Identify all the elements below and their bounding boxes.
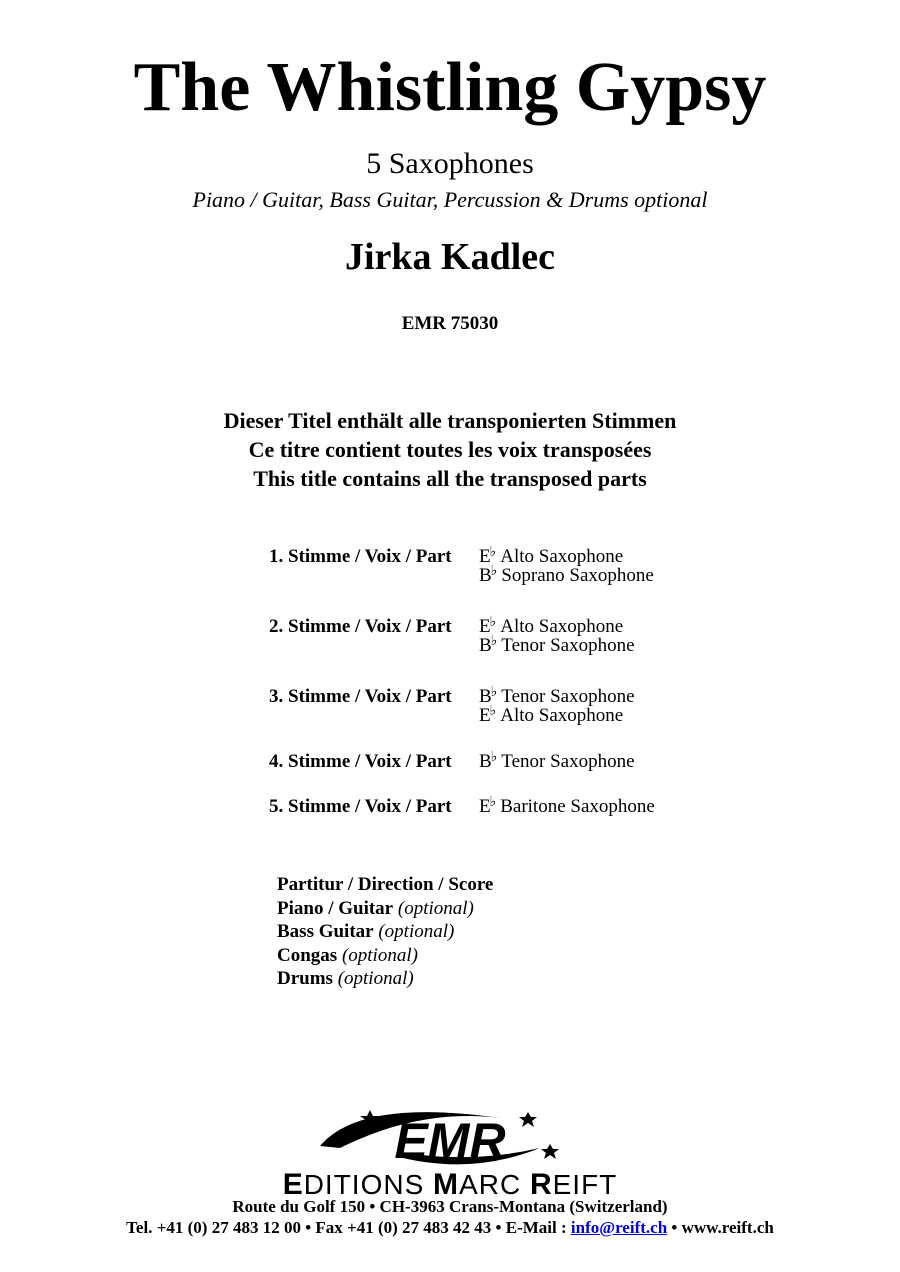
emr-logo [300,1106,600,1172]
instrumentation: 5 Saxophones [366,147,534,180]
piece-title: The Whistling Gypsy [133,49,767,126]
instrument-name: Tenor Saxophone [501,751,635,772]
instrument-name: Alto Saxophone [500,616,624,637]
instrument-key: B [479,751,492,772]
extra-part-item [277,920,493,944]
instrument-name: Tenor Saxophone [501,686,635,707]
instrument-name: Tenor Saxophone [501,635,635,656]
composer-name: Jirka Kadlec [344,236,556,278]
publisher-address: Route du Golf 150 • CH-3963 Crans-Montana (Switzerland) [232,1197,668,1216]
extra-part-label: Partitur / Direction / Score [277,874,494,895]
instrument-key: E [479,546,491,567]
extra-part-note: (optional) [397,897,474,919]
flat-sign-icon: ♭ [489,704,497,719]
extra-part-label: Congas [277,944,338,966]
star-icon [541,1144,559,1159]
part-instruments [479,547,654,585]
extra-part-note: (optional) [378,921,455,942]
flat-sign-icon: ♭ [489,615,497,630]
part-label: 1. Stimme / Voix / Part [269,546,452,567]
contact-website: • www.reift.ch [667,1218,774,1237]
instrument-line [479,797,655,816]
instrument-line [479,566,654,585]
notice-french: Ce titre contient toutes les voix transposées [248,437,652,462]
part-label: 4. Stimme / Voix / Part [269,751,452,772]
instrument-name: Alto Saxophone [500,705,624,726]
publisher-contact [0,1217,900,1239]
instrument-name: Baritone Saxophone [500,796,655,817]
instrument-key: B [479,635,492,656]
part-label: 2. Stimme / Voix / Part [269,616,452,637]
publisher-name-rest: EIFT [552,1169,618,1200]
extra-part-item [277,944,493,968]
instrument-key: B [479,565,492,586]
instrument-line [479,687,635,706]
extra-part-item [277,967,493,991]
flat-sign-icon: ♭ [490,750,498,765]
publisher-name-initial: E [282,1168,304,1201]
instrument-line [479,547,654,566]
instrument-key: E [479,616,491,637]
part-label: 5. Stimme / Voix / Part [269,796,452,817]
extra-part-label: Piano / Guitar [277,897,394,919]
flat-sign-icon: ♭ [490,564,498,579]
part-instruments [479,752,635,771]
flat-sign-icon: ♭ [489,795,497,810]
part-instruments [479,687,635,725]
contact-phone-fax: Tel. +41 (0) 27 483 12 00 • Fax +41 (0) 27 483 42 43 • E-Mail : [126,1218,571,1237]
instrument-line [479,617,635,636]
flat-sign-icon: ♭ [490,685,498,700]
flat-sign-icon: ♭ [489,545,497,560]
instrument-key: B [479,686,492,707]
instrument-name: Soprano Saxophone [501,565,654,586]
notice-english: This title contains all the transposed parts [253,466,647,491]
instrument-key: E [479,796,491,817]
extra-part-note: (optional) [337,968,414,989]
extra-part-label: Drums [277,968,333,989]
optional-instruments: Piano / Guitar, Bass Guitar, Percussion & Drums optional [192,187,708,212]
instrument-line [479,706,635,725]
part-instruments [479,797,655,816]
publisher-name-rest: ARC [459,1169,530,1200]
instrument-line [479,752,635,771]
notice-german: Dieser Titel enthält alle transponierten Stimmen [223,408,677,433]
part-instruments [479,617,635,655]
flat-sign-icon: ♭ [490,634,498,649]
logo-text: EMR [394,1113,506,1169]
publisher-name-rest: DITIONS [303,1169,434,1200]
part-label: 3. Stimme / Voix / Part [269,686,452,707]
instrument-line [479,636,635,655]
instrument-name: Alto Saxophone [500,546,624,567]
extra-parts-list [277,873,493,991]
star-icon [519,1112,537,1127]
extra-part-note: (optional) [341,944,418,966]
instrument-key: E [479,705,491,726]
publisher-name-initial: R [529,1168,553,1201]
extra-part-item [277,897,493,921]
extra-part-item [277,873,493,897]
publisher-name-initial: M [433,1168,460,1201]
email-link[interactable]: info@reift.ch [570,1218,668,1237]
extra-part-label: Bass Guitar [277,921,374,942]
catalog-number: EMR 75030 [401,313,499,334]
